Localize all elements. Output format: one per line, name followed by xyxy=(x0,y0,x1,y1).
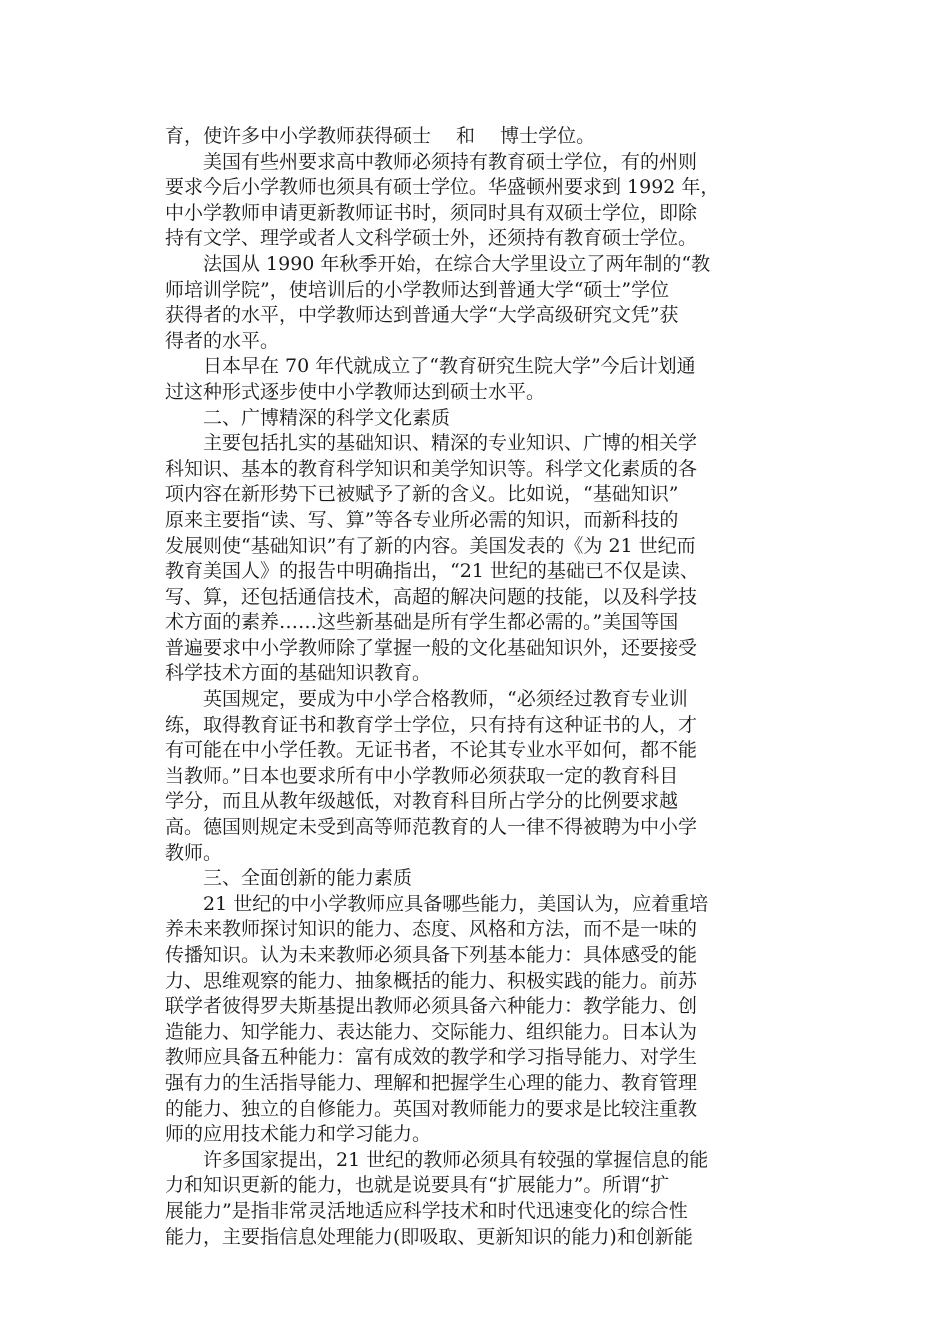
text-line: 科知识、基本的教育科学知识和美学知识等。科学文化素质的各 xyxy=(165,457,698,480)
text-line: 有可能在中小学任教。无证书者，不论其专业水平如何，都不能 xyxy=(165,739,698,762)
text-line: 项内容在新形势下已被赋予了新的含义。比如说，“基础知识” xyxy=(165,483,679,506)
section-heading-3: 三、全面创新的能力素质 xyxy=(165,867,413,890)
text-line: 发展则使“基础知识”有了新的内容。美国发表的《为 21 世纪而 xyxy=(165,534,696,557)
text-line: 强有力的生活指导能力、理解和把握学生心理的能力、教育管理 xyxy=(165,1071,698,1094)
text-line: 科学技术方面的基础知识教育。 xyxy=(165,662,432,685)
paragraph-knowledge-line: 主要包括扎实的基础知识、精深的专业知识、广博的相关学 xyxy=(165,432,698,455)
document-body xyxy=(165,124,790,1250)
section-heading-2: 二、广博精深的科学文化素质 xyxy=(165,406,451,429)
text-line: 师的应用技术能力和学习能力。 xyxy=(165,1123,432,1146)
text-line: 过这种形式逐步使中小学教师达到硕士水平。 xyxy=(165,380,546,403)
text-line: 写、算，还包括通信技术，高超的解决问题的技能，以及科学技 xyxy=(165,585,698,608)
text-line: 普遍要求中小学教师除了掌握一般的文化基础知识外，还要接受 xyxy=(165,636,698,659)
text-line: 持有文学、理学或者人文科学硕士外，还须持有教育硕士学位。 xyxy=(165,227,698,250)
text-line: 练，取得教育证书和教育学士学位，只有持有这种证书的人，才 xyxy=(165,713,698,736)
text-line: 得者的水平。 xyxy=(165,329,280,352)
paragraph-abilities-line: 21 世纪的中小学教师应具备哪些能力，美国认为，应着重培 xyxy=(165,892,709,915)
text-line: 中小学教师申请更新教师证书时，须同时具有双硕士学位，即除 xyxy=(165,201,698,224)
text-line: 力和知识更新的能力，也就是说要具有“扩展能力”。所谓“扩 xyxy=(165,1174,670,1197)
text-line: 联学者彼得罗夫斯基提出教师必须具备六种能力：教学能力、创 xyxy=(165,995,698,1018)
paragraph-france-line: 法国从 1990 年秋季开始，在综合大学里设立了两年制的“教 xyxy=(165,252,711,275)
text-line: 教师应具备五种能力：富有成效的教学和学习指导能力、对学生 xyxy=(165,1046,698,1069)
text-line: 当教师。”日本也要求所有中小学教师必须获取一定的教育科目 xyxy=(165,764,679,787)
text-line: 要求今后小学教师也须具有硕士学位。华盛顿州要求到 1992 年， xyxy=(165,176,720,199)
text-line: 原来主要指“读、写、算”等各专业所必需的知识，而新科技的 xyxy=(165,508,679,531)
text-line: 力、思维观察的能力、抽象概括的能力、积极实践的能力。前苏 xyxy=(165,969,698,992)
paragraph-japan-line: 日本早在 70 年代就成立了“教育研究生院大学”今后计划通 xyxy=(165,355,696,378)
text-line: 能力，主要指信息处理能力(即吸取、更新知识的能力)和创新能 xyxy=(165,1225,693,1248)
text-line: 传播知识。认为未来教师必须具备下列基本能力：具体感受的能 xyxy=(165,944,698,966)
text-line: 师培训学院”，使培训后的小学教师达到普通大学“硕士”学位 xyxy=(165,278,670,301)
text-line: 展能力”是指非常灵活地适应科学技术和时代迅速变化的综合性 xyxy=(165,1199,688,1222)
text-line: 教师。 xyxy=(165,841,223,864)
paragraph-us-line: 美国有些州要求高中教师必须持有教育硕士学位，有的州则 xyxy=(165,150,698,173)
text-line: 术方面的素养……这些新基础是所有学生都必需的。”美国等国 xyxy=(165,611,679,634)
text-line: 造能力、知学能力、表达能力、交际能力、组织能力。日本认为 xyxy=(165,1020,698,1043)
paragraph-uk-line: 英国规定，要成为中小学合格教师，“必须经过教育专业训 xyxy=(165,688,688,711)
text-line: 养未来教师探讨知识的能力、态度、风格和方法，而不是一味的 xyxy=(165,918,698,941)
text-line: 学分，而且从教年级越低，对教育科目所占学分的比例要求越 xyxy=(165,790,679,813)
text-line: 教育美国人》的报告中明确指出，“21 世纪的基础已不仅是读、 xyxy=(165,560,699,583)
paragraph-information-line: 许多国家提出，21 世纪的教师必须具有较强的掌握信息的能 xyxy=(165,1148,709,1171)
text-line: 的能力、独立的自修能力。英国对教师能力的要求是比较注重教 xyxy=(165,1097,698,1120)
text-line: 获得者的水平，中学教师达到普通大学“大学高级研究文凭”获 xyxy=(165,304,679,327)
text-line: 高。德国则规定未受到高等师范教育的人一律不得被聘为中小学 xyxy=(165,816,698,839)
text-line: 育，使许多中小学教师获得硕士 和 博士学位。 xyxy=(165,125,596,147)
